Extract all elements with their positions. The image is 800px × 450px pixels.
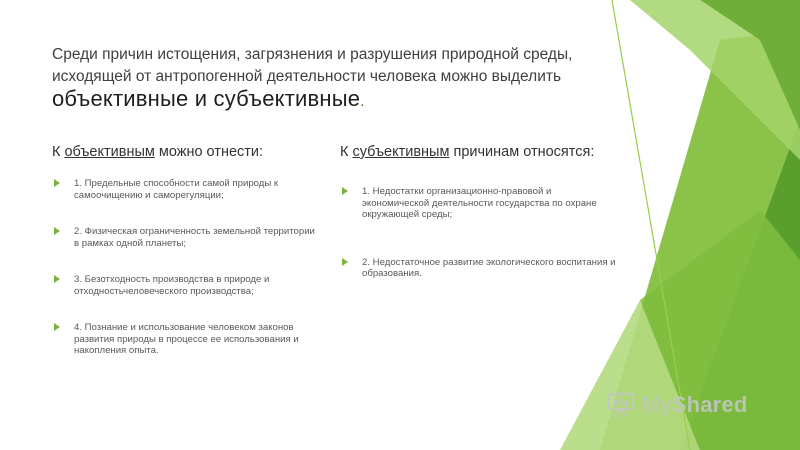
subjective-heading-prefix: К bbox=[340, 144, 353, 160]
objective-list bbox=[52, 178, 322, 357]
objective-heading bbox=[52, 144, 322, 160]
bullet-arrow-icon bbox=[342, 187, 348, 195]
subjective-heading bbox=[340, 144, 620, 160]
title-text: Среди причин истощения, загрязнения и разрушения природной среды, исходящей от антропогенной деятельности человека можно выделить bbox=[52, 46, 573, 85]
myshared-watermark bbox=[606, 387, 748, 423]
list-item bbox=[340, 257, 620, 280]
subjective-list bbox=[340, 186, 620, 280]
bullet-arrow-icon bbox=[54, 323, 60, 331]
objective-column bbox=[52, 144, 322, 382]
bullet-arrow-icon bbox=[342, 258, 348, 266]
watermark-brand-a: My bbox=[642, 392, 672, 417]
objective-heading-prefix: К bbox=[52, 144, 65, 160]
bullet-arrow-icon bbox=[54, 275, 60, 283]
subjective-heading-suffix: причинам относятся: bbox=[449, 144, 595, 160]
subjective-column bbox=[340, 144, 620, 316]
subjective-heading-keyword: субъективным bbox=[352, 144, 450, 160]
list-item bbox=[52, 226, 322, 249]
watermark-text bbox=[642, 392, 748, 418]
list-item-text: 1. Недостатки организационно-правовой и экономической деятельности государства по охране окружающей среды; bbox=[362, 186, 597, 220]
list-item bbox=[340, 186, 620, 221]
objective-heading-suffix: можно отнести: bbox=[154, 144, 264, 160]
list-item-text: 2. Недостаточное развитие экологического воспитания и образования. bbox=[362, 256, 616, 279]
title-emphasis: объективные и субъективные bbox=[52, 86, 361, 111]
slide-title bbox=[52, 44, 612, 113]
list-item bbox=[52, 178, 322, 201]
presentation-board-icon bbox=[606, 390, 636, 420]
bullet-arrow-icon bbox=[54, 227, 60, 235]
list-item-text: 4. Познание и использование человеком законов развития природы в процессе ее использования и накопления опыта. bbox=[74, 322, 299, 356]
watermark-brand-b: Shared bbox=[671, 392, 748, 417]
list-item bbox=[52, 322, 322, 357]
bullet-arrow-icon bbox=[54, 179, 60, 187]
list-item bbox=[52, 274, 322, 297]
list-item-text: 2. Физическая ограниченность земельной территории в рамках одной планеты; bbox=[74, 226, 315, 249]
list-item-text: 3. Безотходность производства в природе и отходностьчеловеческого производства; bbox=[74, 274, 270, 297]
title-period: . bbox=[360, 93, 365, 110]
objective-heading-keyword: объективным bbox=[64, 144, 155, 160]
list-item-text: 1. Предельные способности самой природы к самоочищению и саморегуляции; bbox=[74, 178, 279, 201]
